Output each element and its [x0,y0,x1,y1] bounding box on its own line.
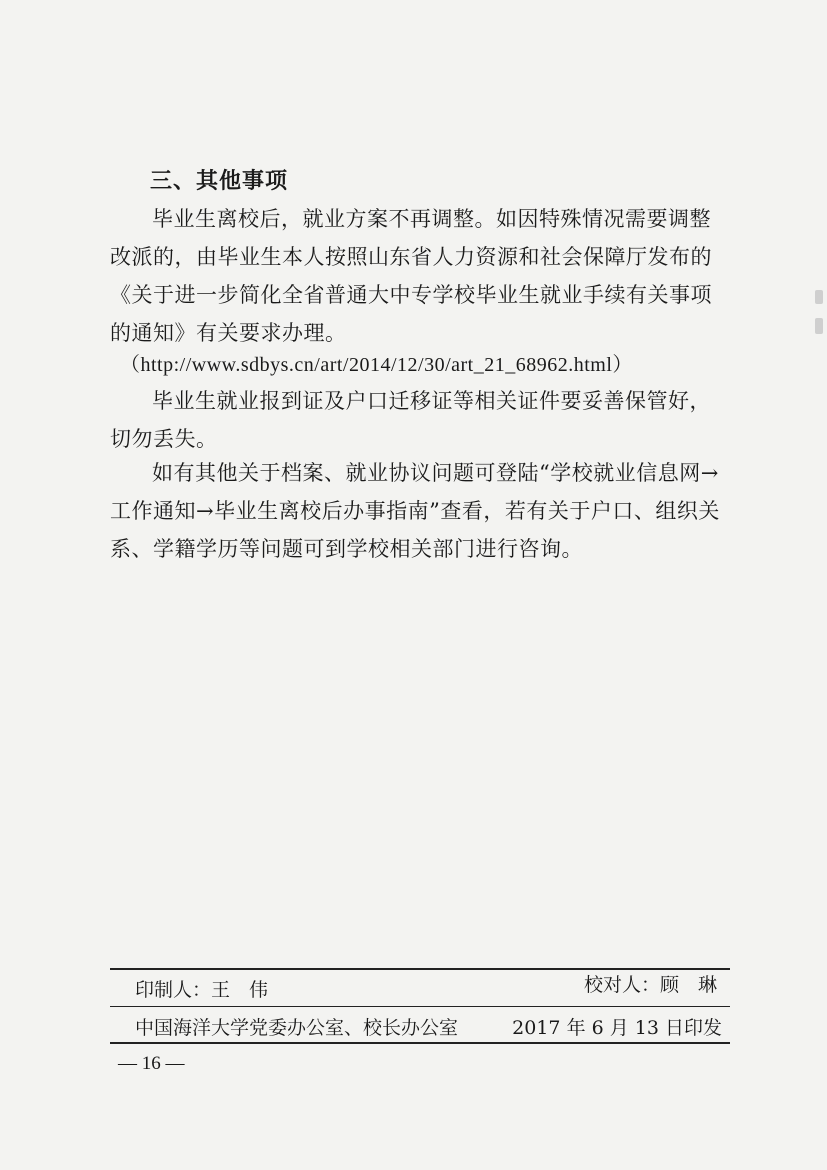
paragraph-inquiries-text: 如有其他关于档案、就业协议问题可登陆“学校就业信息网→工作通知→毕业生离校后办事指南”查看，若有关于户口、组织关系、学籍学历等问题可到学校相关部门进行咨询。 [110,461,720,561]
issue-date: 2017 年 6 月 13 日印发 [512,1017,722,1039]
paragraph-adjustment [110,200,722,352]
page-number: — 16 — [118,1053,185,1074]
proofreader-credit: 校对人：顾 琳 [583,974,717,996]
paragraph-url: （http://www.sdbys.cn/art/2014/12/30/art_21_68962.html） [120,354,633,376]
footer-rule-middle [110,1006,730,1007]
footer-rule-bottom [110,1042,730,1044]
issuing-office: 中国海洋大学党委办公室、校长办公室 [135,1017,459,1039]
paragraph-documents [110,382,722,458]
section-heading: 三、其他事项 [150,169,289,194]
paragraph-inquiries [110,454,722,568]
paragraph-documents-text: 毕业生就业报到证及户口迁移证等相关证件要妥善保管好，切勿丢失。 [110,389,711,451]
paragraph-adjustment-text: 毕业生离校后，就业方案不再调整。如因特殊情况需要调整改派的，由毕业生本人按照山东省人力资源和社会保障厅发布的《关于进一步简化全省普通大中专学校毕业生就业手续有关事项的通知》有关要求办理。 [110,207,712,345]
printer-credit: 印制人：王 伟 [135,979,269,1001]
binding-mark [815,318,823,334]
binding-mark [815,290,823,304]
